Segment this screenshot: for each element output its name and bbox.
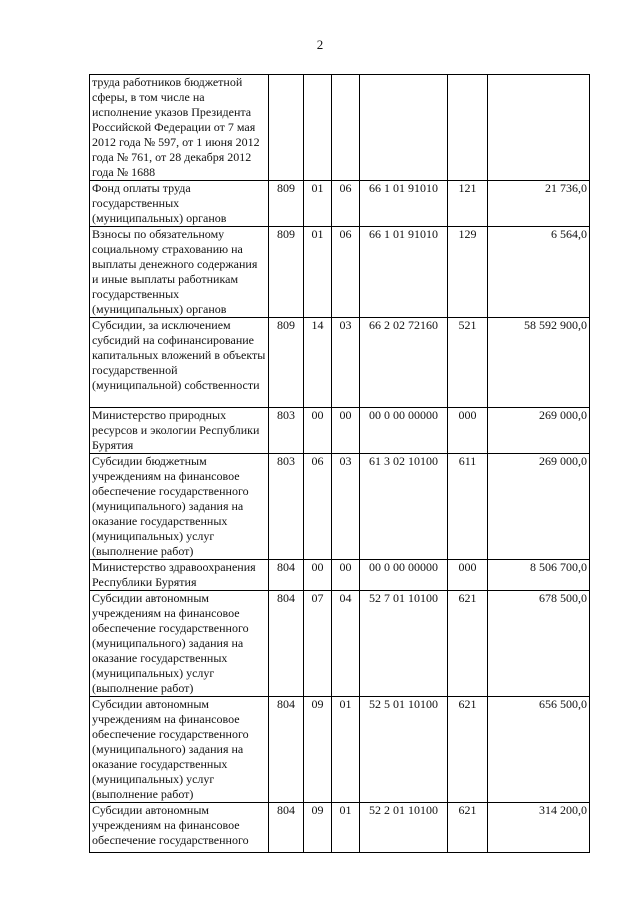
subsection-code-cell: 01 xyxy=(332,803,360,853)
subsection-code-cell: 06 xyxy=(332,181,360,227)
subsection-code-cell: 00 xyxy=(332,560,360,591)
expense-type-cell: 621 xyxy=(448,697,488,803)
table-row xyxy=(90,591,590,697)
amount-cell: 6 564,0 xyxy=(488,227,590,318)
row-name-cell: Взносы по обязательному социальному страхованию на выплаты денежного содержания и иные выплаты работникам государственных (муниципальных) органов xyxy=(90,227,269,318)
row-name-cell: труда работников бюджетной сферы, в том числе на исполнение указов Президента Российской Федерации от 7 мая 2012 года № 597, от 1 июня 2012 года № 761, от 28 декабря 2012 года № 1688 xyxy=(90,75,269,181)
ministry-code-cell: 803 xyxy=(269,408,304,454)
target-code-cell: 66 2 02 72160 xyxy=(360,318,448,408)
expense-type-cell: 000 xyxy=(448,408,488,454)
expense-type-cell: 129 xyxy=(448,227,488,318)
row-name-cell: Фонд оплаты труда государственных (муниципальных) органов xyxy=(90,181,269,227)
amount-cell: 8 506 700,0 xyxy=(488,560,590,591)
ministry-code-cell: 804 xyxy=(269,803,304,853)
subsection-code-cell: 06 xyxy=(332,227,360,318)
table-row xyxy=(90,560,590,591)
subsection-code-cell xyxy=(332,75,360,181)
subsection-code-cell: 03 xyxy=(332,318,360,408)
section-code-cell xyxy=(304,75,332,181)
target-code-cell: 66 1 01 91010 xyxy=(360,181,448,227)
table-row xyxy=(90,697,590,803)
section-code-cell: 09 xyxy=(304,697,332,803)
row-name-cell: Субсидии бюджетным учреждениям на финансовое обеспечение государственного (муниципального) задания на оказание государственных (муниципальных) услуг (выполнение работ) xyxy=(90,454,269,560)
target-code-cell: 52 2 01 10100 xyxy=(360,803,448,853)
expense-type-cell: 521 xyxy=(448,318,488,408)
target-code-cell: 61 3 02 10100 xyxy=(360,454,448,560)
table-row xyxy=(90,75,590,181)
table-row xyxy=(90,408,590,454)
subsection-code-cell: 03 xyxy=(332,454,360,560)
amount-cell: 21 736,0 xyxy=(488,181,590,227)
section-code-cell: 09 xyxy=(304,803,332,853)
target-code-cell: 66 1 01 91010 xyxy=(360,227,448,318)
ministry-code-cell: 809 xyxy=(269,318,304,408)
expense-type-cell: 611 xyxy=(448,454,488,560)
target-code-cell: 52 5 01 10100 xyxy=(360,697,448,803)
page-number: 2 xyxy=(316,37,324,52)
ministry-code-cell: 809 xyxy=(269,227,304,318)
expense-type-cell: 000 xyxy=(448,560,488,591)
section-code-cell: 14 xyxy=(304,318,332,408)
target-code-cell: 52 7 01 10100 xyxy=(360,591,448,697)
ministry-code-cell: 804 xyxy=(269,560,304,591)
table-row xyxy=(90,181,590,227)
amount-cell: 678 500,0 xyxy=(488,591,590,697)
table-row xyxy=(90,803,590,853)
amount-cell: 656 500,0 xyxy=(488,697,590,803)
ministry-code-cell xyxy=(269,75,304,181)
section-code-cell: 01 xyxy=(304,227,332,318)
expense-type-cell: 121 xyxy=(448,181,488,227)
ministry-code-cell: 804 xyxy=(269,697,304,803)
amount-cell: 269 000,0 xyxy=(488,408,590,454)
budget-allocation-table xyxy=(89,74,590,853)
target-code-cell: 00 0 00 00000 xyxy=(360,408,448,454)
ministry-code-cell: 803 xyxy=(269,454,304,560)
amount-cell: 314 200,0 xyxy=(488,803,590,853)
subsection-code-cell: 04 xyxy=(332,591,360,697)
row-name-cell: Субсидии, за исключением субсидий на софинансирование капитальных вложений в объекты государственной (муниципальной) собственности xyxy=(90,318,269,408)
amount-cell xyxy=(488,75,590,181)
subsection-code-cell: 00 xyxy=(332,408,360,454)
section-code-cell: 00 xyxy=(304,560,332,591)
ministry-code-cell: 809 xyxy=(269,181,304,227)
section-code-cell: 01 xyxy=(304,181,332,227)
amount-cell: 58 592 900,0 xyxy=(488,318,590,408)
amount-cell: 269 000,0 xyxy=(488,454,590,560)
subsection-code-cell: 01 xyxy=(332,697,360,803)
table-row xyxy=(90,318,590,408)
ministry-code-cell: 804 xyxy=(269,591,304,697)
target-code-cell xyxy=(360,75,448,181)
expense-type-cell xyxy=(448,75,488,181)
row-name-cell: Субсидии автономным учреждениям на финансовое обеспечение государственного xyxy=(90,803,269,853)
section-code-cell: 00 xyxy=(304,408,332,454)
expense-type-cell: 621 xyxy=(448,803,488,853)
row-name-cell: Субсидии автономным учреждениям на финансовое обеспечение государственного (муниципального) задания на оказание государственных (муниципальных) услуг (выполнение работ) xyxy=(90,697,269,803)
row-name-cell: Министерство природных ресурсов и экологии Республики Бурятия xyxy=(90,408,269,454)
table-row xyxy=(90,227,590,318)
section-code-cell: 06 xyxy=(304,454,332,560)
row-name-cell: Субсидии автономным учреждениям на финансовое обеспечение государственного (муниципального) задания на оказание государственных (муниципальных) услуг (выполнение работ) xyxy=(90,591,269,697)
section-code-cell: 07 xyxy=(304,591,332,697)
table-row xyxy=(90,454,590,560)
target-code-cell: 00 0 00 00000 xyxy=(360,560,448,591)
row-name-cell: Министерство здравоохранения Республики Бурятия xyxy=(90,560,269,591)
expense-type-cell: 621 xyxy=(448,591,488,697)
